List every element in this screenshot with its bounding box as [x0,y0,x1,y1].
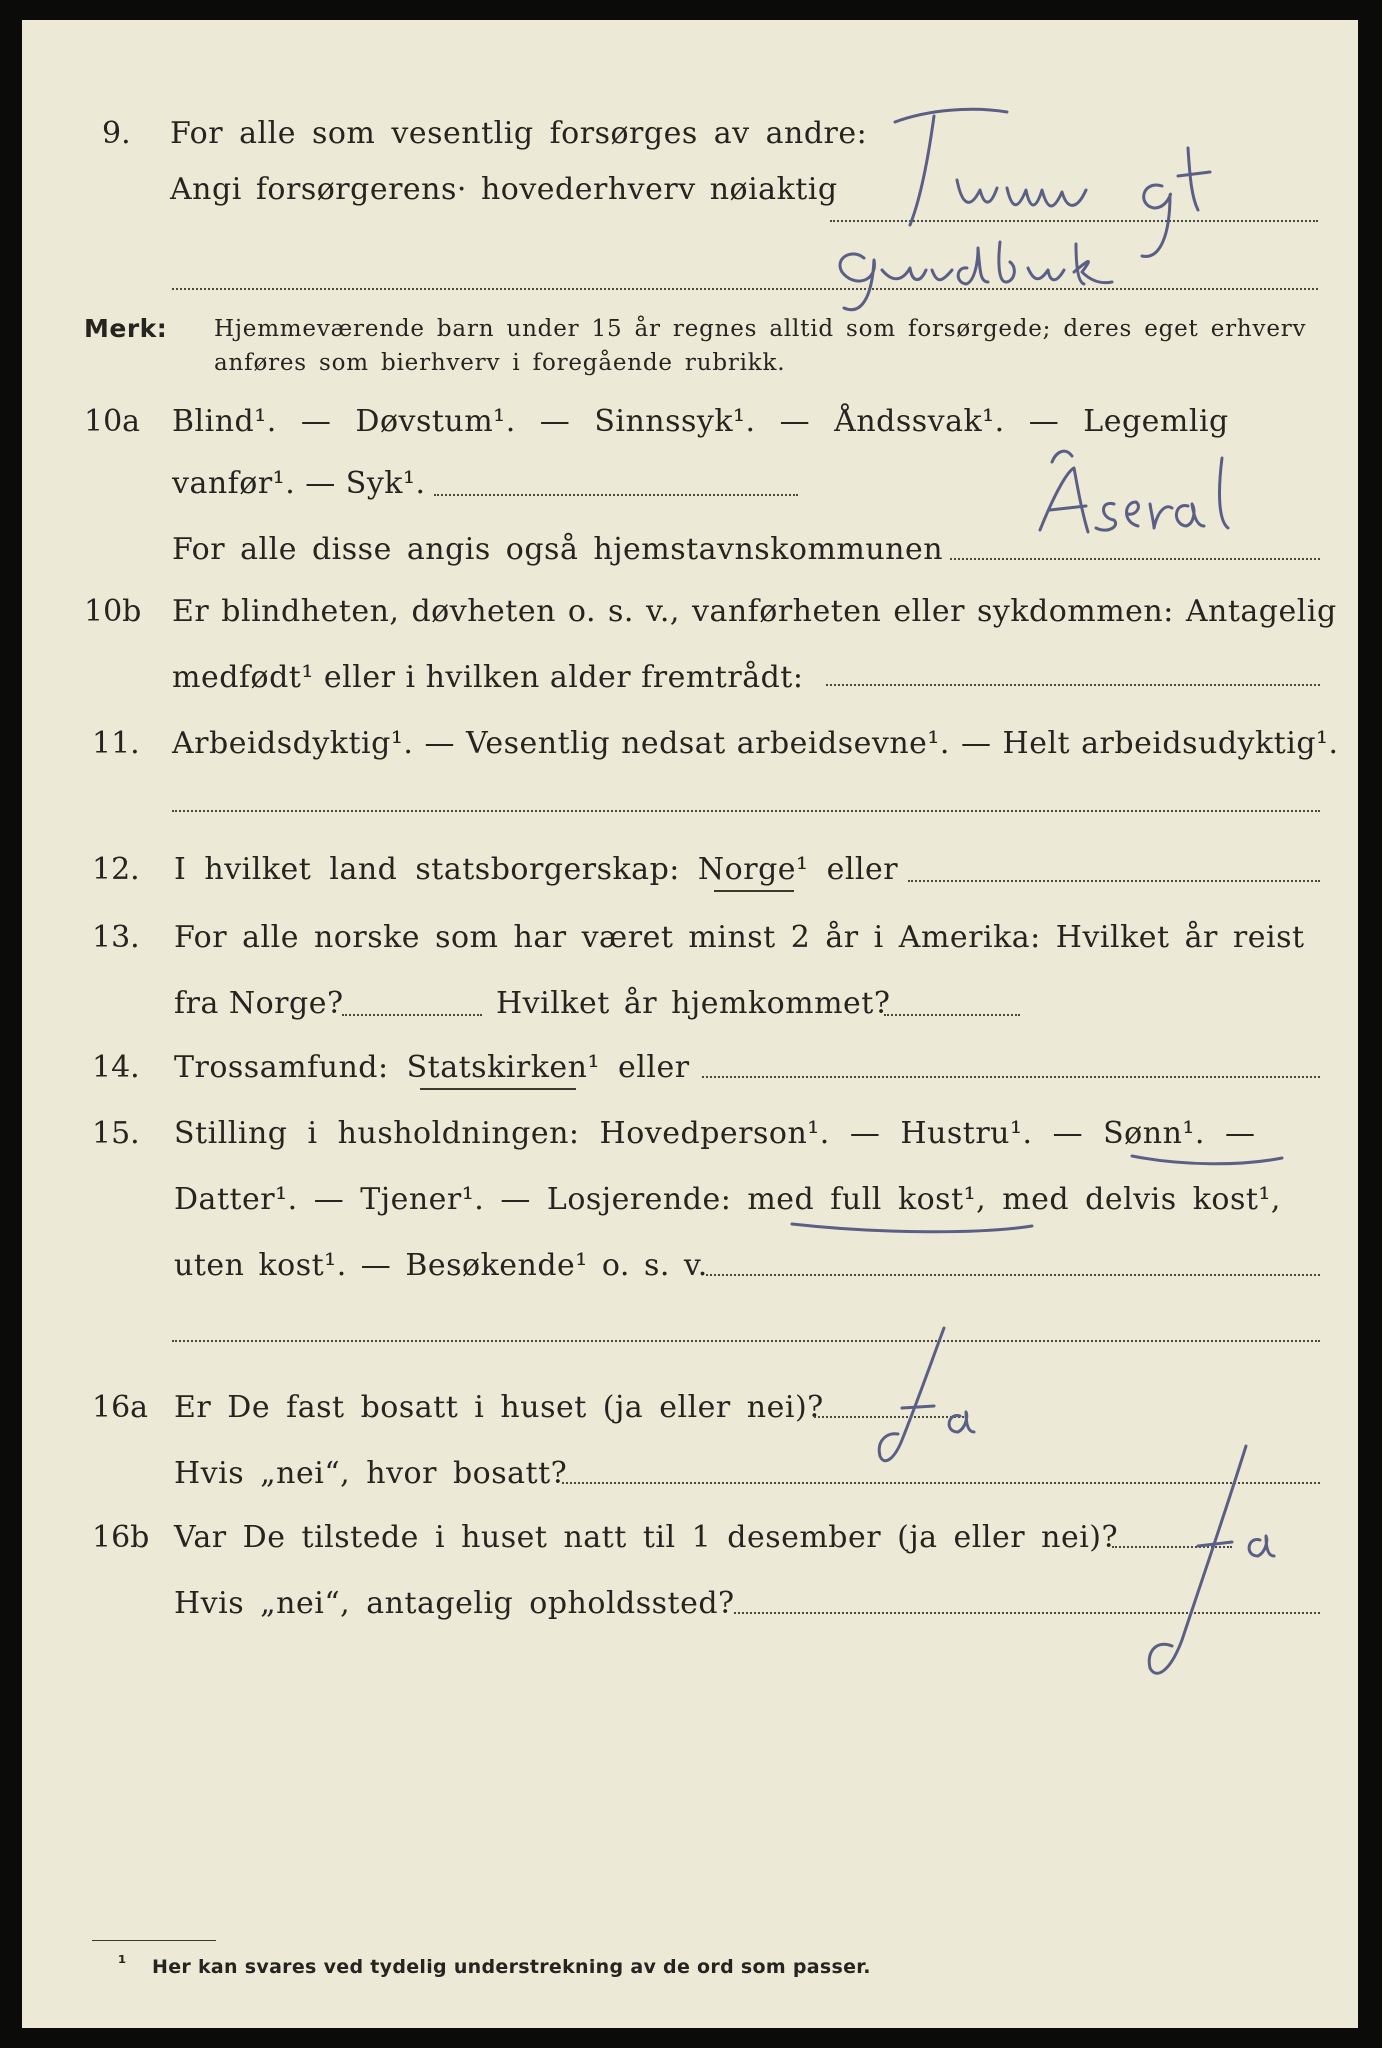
merk-line1: Hjemmeværende barn under 15 år regnes alltid som forsørgede; deres eget erhverv [214,316,1307,342]
q16b-answer-text [1212,1520,1243,1555]
q13-line1: For alle norske som har været minst 2 år i Amerika: Hvilket år reist [174,920,1305,955]
q13-line2b: Hvilket år hjemkommet? [496,986,891,1021]
q9-answer2-text [842,246,992,281]
q16b-number: 16b [92,1520,150,1555]
q14-line1: Trossamfund: Statskirken¹ eller [174,1050,690,1085]
q10a-answer-text [1052,490,1152,525]
q16b-handwritten-answer [1149,1446,1274,1673]
q10a-line2: vanfør¹. — Syk¹. [172,466,426,501]
q15-line2: Datter¹. — Tjener¹. — Losjerende: med full kost¹, med delvis kost¹, [174,1182,1281,1217]
q11-number: 11. [92,726,140,761]
q11-line1: Arbeidsdyktig¹. — Vesentlig nedsat arbeidsevne¹. — Helt arbeidsudyktig¹. [172,726,1339,761]
q10a-line1: Blind¹. — Døvstum¹. — Sinnssyk¹. — Åndssvak¹. — Legemlig [172,404,1229,439]
merk-line2: anføres som bierhverv i foregående rubrikk. [214,350,786,376]
census-form-page [22,20,1358,2028]
q16b-line2: Hvis „nei“, antagelig opholdssted? [174,1586,735,1621]
q14-number: 14. [92,1050,140,1085]
q9-number: 9. [102,116,131,151]
q10a-number: 10a [84,404,141,439]
q16a-line1: Er De fast bosatt i huset (ja eller nei)? [174,1390,824,1425]
handwriting-layer [22,20,1358,2028]
q13-line2a: fra Norge? [174,986,344,1021]
q10b-line1: Er blindheten, døvheten o. s. v., vanførheten eller sykdommen: Antagelig [172,594,1337,629]
q9-handwritten-answer-line1 [895,109,1210,256]
q16b-line1: Var De tilstede i huset natt til 1 desember (ja eller nei)? [174,1520,1119,1555]
q10a-line3: For alle disse angis også hjemstavnskommunen [172,532,944,567]
q10b-number: 10b [84,594,142,629]
q9-answer1-text [1032,140,1177,175]
q16a-number: 16a [92,1390,149,1425]
q9-line2: Angi forsørgerens· hovederhverv nøiaktig [170,172,838,207]
q15-number: 15. [92,1116,140,1151]
footnote-marker: ¹ [118,1952,127,1974]
q12-number: 12. [92,852,140,887]
q16a-line2: Hvis „nei“, hvor bosatt? [174,1456,568,1491]
merk-label: Merk: [84,314,168,343]
q15-sonn-underline [1132,1156,1282,1164]
q10b-line2: medfødt¹ eller i hvilken alder fremtrådt: [172,660,804,695]
q13-number: 13. [92,920,140,955]
footnote-text: Her kan svares ved tydelig understrekning av de ord som passer. [152,1956,871,1978]
q12-line1: I hvilket land statsborgerskap: Norge¹ eller [174,852,899,887]
q15-line1: Stilling i husholdningen: Hovedperson¹. — Hustru¹. — Sønn¹. — [174,1116,1256,1151]
q16a-answer-text [912,1390,943,1425]
q15-med-full-kost-underline [792,1224,1032,1232]
q9-line1: For alle som vesentlig forsørges av andre: [170,116,868,151]
q15-line3: uten kost¹. — Besøkende¹ o. s. v. [174,1248,708,1283]
